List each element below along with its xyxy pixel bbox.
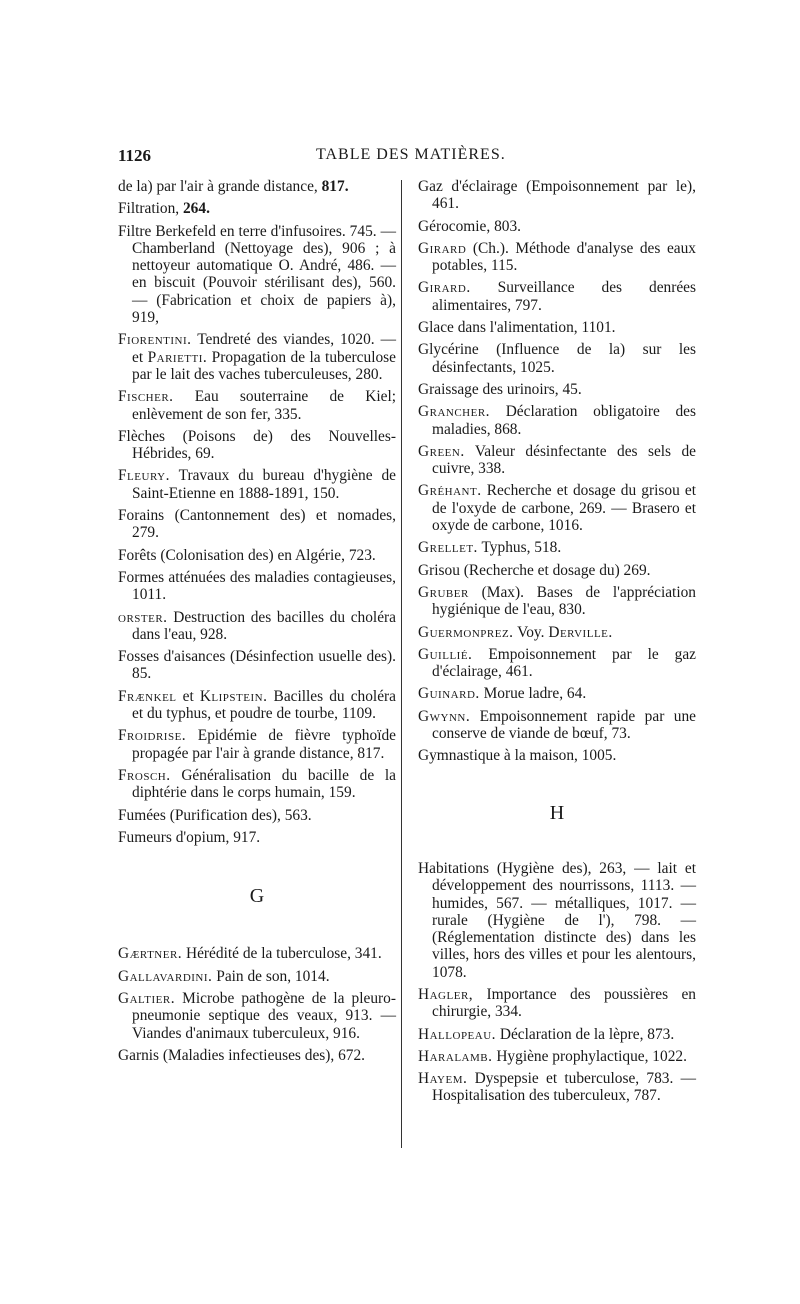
index-entry bbox=[418, 403, 696, 438]
index-entry bbox=[418, 279, 696, 314]
entry-text: Voy. bbox=[513, 623, 549, 641]
index-entry bbox=[118, 767, 396, 802]
author-name: Hayem. bbox=[418, 1070, 468, 1088]
entry-text: Dyspepsie et tuberculose, 783. — Hospitalisation des tuberculeux, 787. bbox=[432, 1070, 696, 1105]
section-letter-h: H bbox=[549, 801, 565, 824]
left-column bbox=[118, 178, 396, 1069]
index-entry bbox=[418, 319, 696, 336]
index-entry bbox=[118, 990, 396, 1042]
index-entry bbox=[118, 1047, 396, 1064]
author-name: Frosch. bbox=[118, 766, 171, 784]
index-entry bbox=[118, 388, 396, 423]
right-entries-h bbox=[418, 860, 696, 1105]
index-entry bbox=[418, 624, 696, 641]
entry-text: Bacilles du choléra et du typhus, et poudre de tourbe, 1109. bbox=[132, 687, 396, 723]
entry-text: Habitations (Hygiène des), 263, — lait et développement des nourrissons, 1113. — humides, 567. — métalliques, 1017. — rurale (Hygiène de l'), 798. — (Réglementation distincte des) dans les villes, hors des villes et pour les alentours, 1078. bbox=[418, 859, 696, 981]
right-column bbox=[418, 178, 696, 1110]
index-entry bbox=[418, 1026, 696, 1043]
entry-text: Déclaration obligatoire des maladies, 868. bbox=[432, 403, 696, 438]
author-name: Haralamb. bbox=[418, 1047, 493, 1065]
left-entries-g bbox=[118, 945, 396, 1064]
author-name: Hagler, bbox=[418, 985, 474, 1003]
author-name: Girard bbox=[418, 239, 467, 257]
entry-text: Microbe pathogène de la pleuro-pneumonie septique des veaux, 913. — Viandes d'animaux tuberculeux, 916. bbox=[132, 989, 396, 1042]
index-entry bbox=[418, 381, 696, 398]
index-entry bbox=[118, 178, 396, 195]
entry-text: Glace dans l'alimentation, 1101. bbox=[418, 319, 616, 337]
entry-text: Fumeurs d'opium, 917. bbox=[118, 828, 261, 846]
entry-text: Travaux du bureau d'hygiène de Saint-Etienne en 1888-1891, 150. bbox=[132, 467, 396, 502]
author-name: Klipstein. bbox=[199, 687, 268, 705]
entry-text: Gérocomie, 803. bbox=[418, 217, 521, 235]
index-entry bbox=[418, 341, 696, 376]
entry-text: Gymnastique à la maison, 1005. bbox=[418, 747, 617, 765]
author-name: Guinard. bbox=[418, 685, 480, 703]
index-entry bbox=[118, 467, 396, 502]
entry-text: Gaz d'éclairage (Empoisonnement par le), 461. bbox=[418, 178, 696, 213]
entry-text: Forêts (Colonisation des) en Algérie, 723. bbox=[118, 546, 376, 564]
index-entry bbox=[418, 218, 696, 235]
author-name: Fleury. bbox=[118, 467, 170, 485]
author-name: Froidrise. bbox=[118, 727, 187, 745]
index-entry bbox=[118, 331, 396, 383]
author-name: Guillié. bbox=[418, 645, 473, 663]
index-entry bbox=[418, 860, 696, 981]
author-name: Derville. bbox=[548, 623, 613, 641]
index-entry bbox=[418, 584, 696, 619]
entry-text: Hygiène prophylactique, 1022. bbox=[492, 1047, 687, 1065]
entry-text: Propagation de la tuberculose par le lait des vaches tuberculeuses, 280. bbox=[132, 348, 396, 383]
author-name: orster. bbox=[118, 608, 168, 626]
author-name: Gallavardini. bbox=[118, 967, 213, 985]
entry-text: Forains (Cantonnement des) et nomades, 279. bbox=[118, 507, 396, 542]
index-entry bbox=[118, 507, 396, 542]
entry-text: Epidémie de fièvre typhoïde propagée par l'air à grande distance, 817. bbox=[132, 727, 396, 762]
entry-text: Fosses d'aisances (Désinfection usuelle des). 85. bbox=[118, 648, 396, 683]
entry-text: de la) par l'air à grande distance, bbox=[118, 178, 322, 195]
entry-text: Hérédité de la tuberculose, 341. bbox=[182, 945, 382, 963]
entry-text: Recherche et dosage du grisou et de l'oxyde de carbone, 269. — Brasero et oxyde de carbone, 1016. bbox=[432, 482, 696, 535]
index-entry bbox=[418, 443, 696, 478]
column-divider bbox=[401, 180, 402, 1148]
author-name: Grellet. bbox=[418, 539, 478, 557]
author-name: Gærtner. bbox=[118, 945, 183, 963]
entry-text: Généralisation du bacille de la diphtérie dans le corps humain, 159. bbox=[132, 766, 396, 802]
author-name: Grancher. bbox=[418, 403, 491, 421]
index-entry bbox=[418, 178, 696, 213]
entry-text: Surveillance des denrées alimentaires, 797. bbox=[432, 279, 696, 314]
index-entry bbox=[118, 569, 396, 604]
author-name: Gwynn. bbox=[418, 707, 471, 725]
entry-text: (Max). Bases de l'appréciation hygiénique de l'eau, 830. bbox=[432, 583, 696, 619]
entry-text: Destruction des bacilles du choléra dans l'eau, 928. bbox=[132, 608, 396, 643]
entry-text: Eau souterraine de Kiel; enlèvement de son fer, 335. bbox=[132, 388, 396, 423]
entry-text: et bbox=[176, 687, 200, 705]
entry-text: Filtration, bbox=[118, 200, 183, 218]
index-entry bbox=[118, 428, 396, 463]
index-entry bbox=[118, 829, 396, 846]
right-entries-g bbox=[418, 178, 696, 765]
entry-text: Garnis (Maladies infectieuses des), 672. bbox=[118, 1046, 366, 1064]
author-name: Gréhant. bbox=[418, 482, 482, 500]
entry-text: Typhus, 518. bbox=[477, 539, 562, 557]
page-ref: 264. bbox=[182, 200, 210, 218]
running-title: TABLE DES MATIÈRES. bbox=[316, 146, 506, 163]
index-entry bbox=[418, 747, 696, 764]
entry-text: Déclaration de la lèpre, 873. bbox=[496, 1025, 675, 1043]
page-ref: 817. bbox=[321, 178, 349, 195]
index-entry bbox=[418, 482, 696, 534]
index-entry bbox=[418, 685, 696, 702]
author-name: Galtier. bbox=[118, 989, 176, 1007]
author-name: Girard. bbox=[418, 279, 471, 297]
entry-text: Pain de son, 1014. bbox=[212, 967, 330, 985]
entry-text: Empoisonnement par le gaz d'éclairage, 461. bbox=[432, 645, 696, 681]
author-name: Guermonprez. bbox=[418, 623, 514, 641]
running-header bbox=[0, 146, 800, 170]
entry-text: Tendreté des viandes, 1020. — et bbox=[132, 331, 396, 366]
entry-text: Glycérine (Influence de la) sur les désinfectants, 1025. bbox=[418, 341, 696, 376]
author-name: Gruber bbox=[418, 583, 469, 601]
entry-text: Fumées (Purification des), 563. bbox=[118, 806, 312, 824]
author-name: Parietti. bbox=[147, 348, 208, 366]
entry-text: Empoisonnement rapide par une conserve de viande de bœuf, 73. bbox=[432, 707, 696, 743]
entry-text: Graissage des urinoirs, 45. bbox=[418, 380, 582, 398]
index-entry bbox=[118, 200, 396, 217]
index-entry bbox=[118, 223, 396, 327]
entry-text: Importance des poussières en chirurgie, 334. bbox=[432, 985, 696, 1021]
left-entries-f bbox=[118, 178, 396, 846]
author-name: Green. bbox=[418, 442, 465, 460]
entry-text: Formes atténuées des maladies contagieuses, 1011. bbox=[118, 568, 396, 604]
index-entry bbox=[118, 807, 396, 824]
index-entry bbox=[418, 1070, 696, 1105]
index-entry bbox=[418, 646, 696, 681]
entry-text: Valeur désinfectante des sels de cuivre, 338. bbox=[432, 442, 696, 478]
index-entry bbox=[418, 539, 696, 556]
index-entry bbox=[118, 688, 396, 723]
entry-text: Filtre Berkefeld en terre d'infusoires. 745. — Chamberland (Nettoyage des), 906 ; à nettoyeur automatique O. André, 486. — en biscuit (Pouvoir stérilisant des), 560. — (Fabrication et choix de papiers à), 919, bbox=[118, 222, 396, 327]
entry-text: (Ch.). Méthode d'analyse des eaux potables, 115. bbox=[432, 239, 696, 275]
index-entry bbox=[118, 547, 396, 564]
index-entry bbox=[418, 986, 696, 1021]
index-entry bbox=[418, 708, 696, 743]
index-entry bbox=[118, 609, 396, 644]
index-entry bbox=[118, 648, 396, 683]
author-name: Hallopeau. bbox=[418, 1025, 497, 1043]
index-entry bbox=[418, 562, 696, 579]
author-name: Frænkel bbox=[118, 687, 177, 705]
author-name: Fischer. bbox=[118, 388, 174, 406]
section-letter-g: G bbox=[249, 885, 265, 908]
index-entry bbox=[118, 945, 396, 962]
index-entry bbox=[418, 240, 696, 275]
entry-text: Grisou (Recherche et dosage du) 269. bbox=[418, 561, 651, 579]
entry-text: Flèches (Poisons de) des Nouvelles-Hébrides, 69. bbox=[118, 427, 396, 463]
page-number: 1126 bbox=[118, 146, 152, 165]
entry-text: Morue ladre, 64. bbox=[479, 685, 587, 703]
index-entry bbox=[118, 968, 396, 985]
index-entry bbox=[118, 727, 396, 762]
index-entry bbox=[418, 1048, 696, 1065]
author-name: Fiorentini. bbox=[118, 331, 192, 349]
